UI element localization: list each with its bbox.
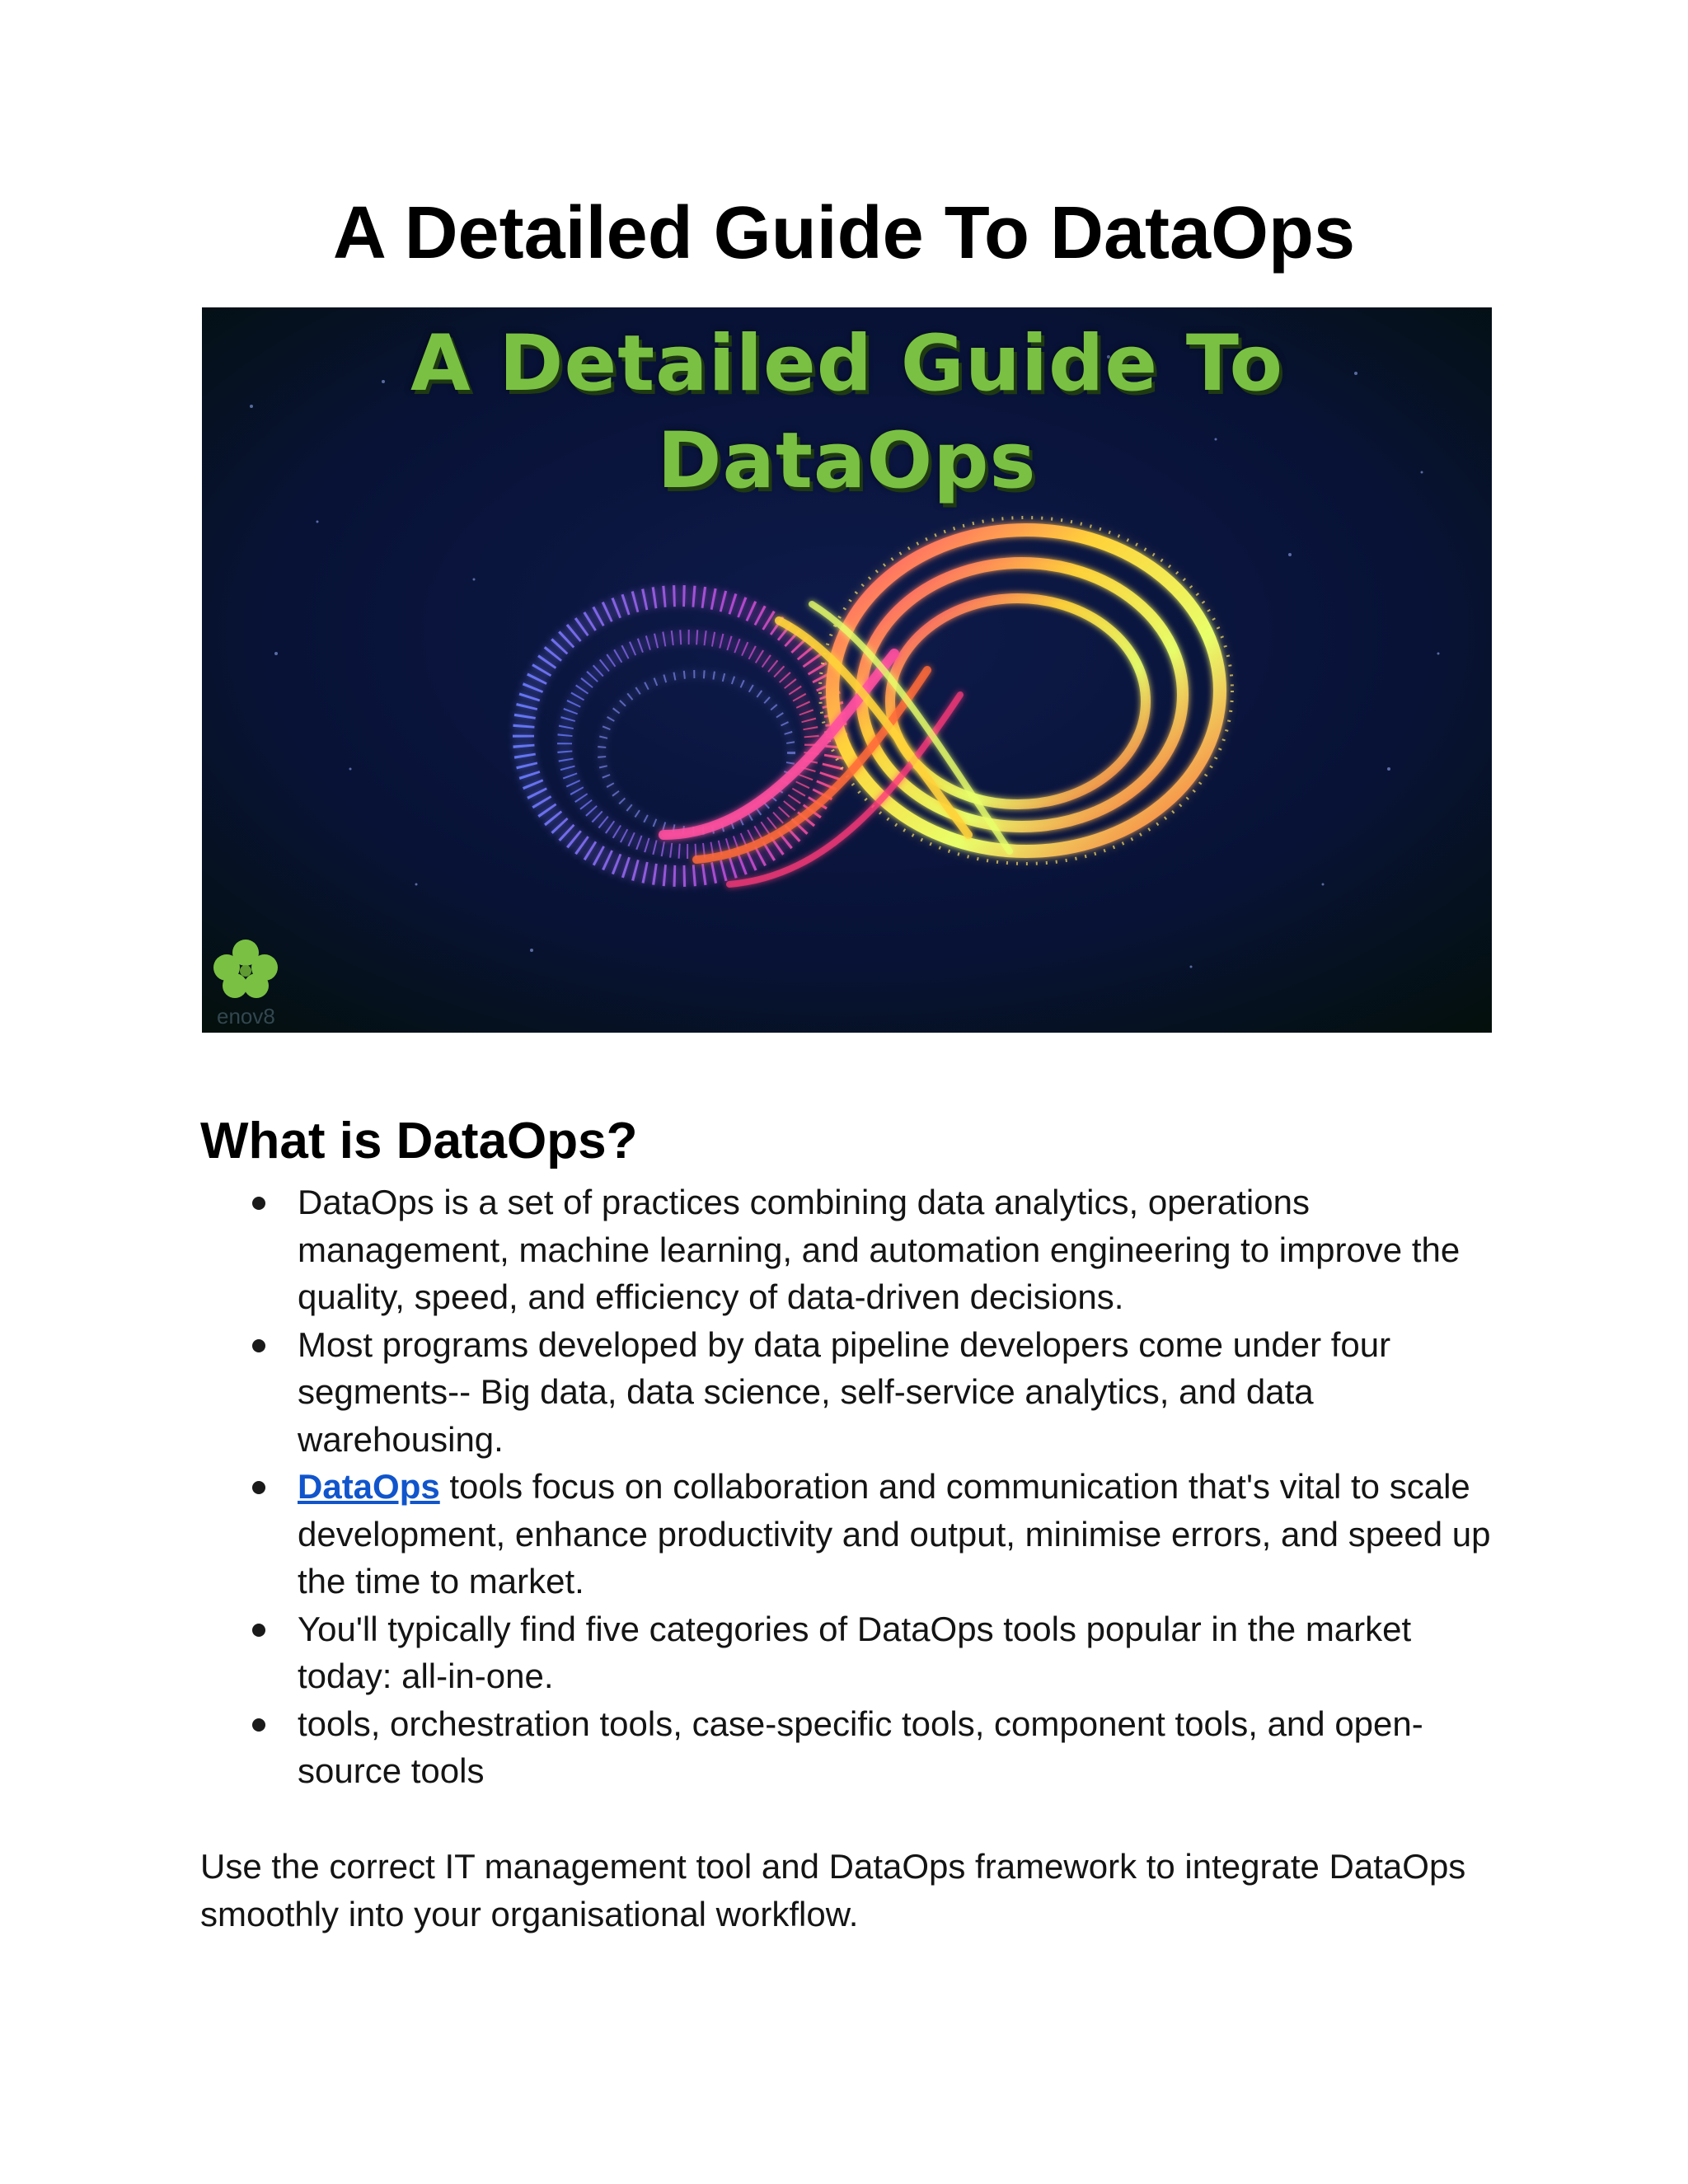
bullet-icon bbox=[252, 1624, 265, 1637]
bullet-list bbox=[200, 1179, 1494, 1795]
list-item bbox=[200, 1321, 1494, 1464]
dataops-link[interactable]: DataOps bbox=[298, 1467, 440, 1506]
bullet-icon bbox=[252, 1481, 265, 1494]
bullet-text: tools focus on collaboration and communication that's vital to scale development, enhance productivity and output, minimise errors, and speed up the time to market. bbox=[298, 1467, 1491, 1601]
hero-image bbox=[202, 307, 1492, 1033]
list-item bbox=[200, 1700, 1494, 1795]
list-item bbox=[200, 1605, 1494, 1700]
hero-title-line-1: A Detailed Guide To bbox=[410, 319, 1284, 409]
bullet-text: tools, orchestration tools, case-specific tools, component tools, and open-source tools bbox=[298, 1704, 1423, 1790]
brand-logo bbox=[209, 935, 299, 1029]
clover-icon bbox=[209, 935, 299, 1005]
brand-name: enov8 bbox=[217, 1004, 275, 1029]
bullet-icon bbox=[252, 1197, 265, 1210]
closing-paragraph: Use the correct IT management tool and DataOps framework to integrate DataOps smoothly into your organisational workflow. bbox=[200, 1847, 1466, 1933]
section-heading: What is DataOps? bbox=[200, 1113, 638, 1169]
bullet-text: DataOps is a set of practices combining data analytics, operations management, machine learning, and automation engineering to improve the quality, speed, and efficiency of data-driven decisions. bbox=[298, 1183, 1461, 1316]
bullet-text: Most programs developed by data pipeline developers come under four segments-- Big data, data science, self-service analytics, and data warehousing. bbox=[298, 1324, 1391, 1459]
bullet-icon bbox=[252, 1339, 265, 1352]
list-item bbox=[200, 1463, 1494, 1605]
bullet-text: You'll typically find five categories of DataOps tools popular in the market today: all-in-one. bbox=[298, 1609, 1412, 1695]
bullet-icon bbox=[252, 1718, 265, 1732]
list-item bbox=[200, 1179, 1494, 1321]
page-title: A Detailed Guide To DataOps bbox=[332, 192, 1356, 274]
hero-title-line-2: DataOps bbox=[657, 416, 1037, 506]
hero-title bbox=[202, 316, 1492, 510]
